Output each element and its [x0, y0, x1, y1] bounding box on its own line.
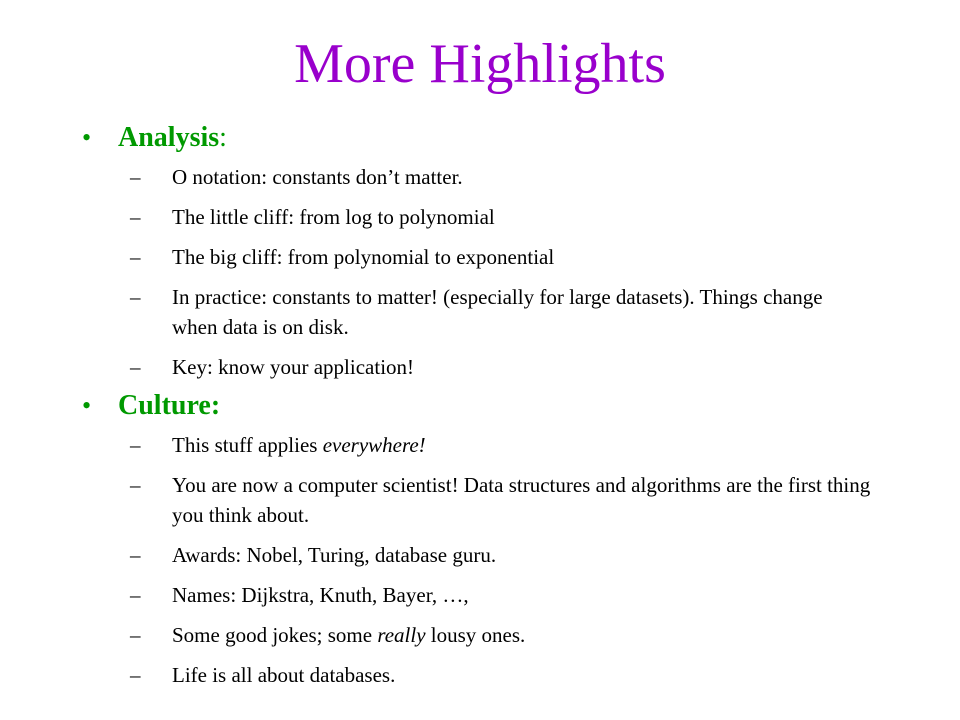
list-item: [82, 202, 902, 232]
sub-list: [82, 430, 902, 690]
list-item: [82, 430, 902, 460]
dash-icon: –: [130, 433, 141, 457]
list-item-text: The little cliff: from log to polynomial: [172, 205, 495, 229]
list-item-text: Life is all about databases.: [172, 663, 396, 687]
section-heading: [118, 120, 227, 156]
list-item: [82, 580, 902, 610]
emphasis-text: really: [377, 623, 426, 647]
slide-title: More Highlights: [294, 33, 666, 95]
list-item: [82, 282, 902, 342]
dash-icon: –: [130, 205, 141, 229]
section-heading-suffix: :: [219, 122, 227, 153]
list-item: [82, 162, 902, 192]
dash-icon: –: [130, 355, 141, 379]
text-run: Some good jokes; some: [172, 623, 378, 647]
dash-icon: –: [130, 623, 141, 647]
list-item: [82, 540, 902, 570]
list-item: [82, 470, 902, 530]
section-heading-row: [82, 120, 902, 156]
list-item-text: You are now a computer scientist! Data structures and algorithms are the first thing you think about.: [172, 473, 871, 527]
list-item: [82, 242, 902, 272]
list-item-text: In practice: constants to matter! (especially for large datasets). Things change when data is on disk.: [172, 285, 823, 339]
dash-icon: –: [130, 245, 141, 269]
text-run: lousy ones.: [425, 623, 526, 647]
list-item-text: Awards: Nobel, Turing, database guru.: [172, 543, 497, 567]
list-item-text: The big cliff: from polynomial to exponential: [172, 245, 555, 269]
section-heading: [118, 388, 220, 424]
text-run: This stuff applies: [172, 433, 323, 457]
section-heading-row: [82, 388, 902, 424]
list-item: [82, 660, 902, 690]
dash-icon: –: [130, 663, 141, 687]
dash-icon: –: [130, 285, 141, 309]
emphasis-text: everywhere!: [322, 433, 426, 457]
list-item: [82, 620, 902, 650]
section-heading-text: Analysis: [118, 122, 220, 153]
list-item-text: [172, 430, 872, 460]
list-item-text: O notation: constants don’t matter.: [172, 165, 463, 189]
sub-list: [82, 162, 902, 382]
dash-icon: –: [130, 583, 141, 607]
list-item-text: Names: Dijkstra, Knuth, Bayer, …,: [172, 583, 469, 607]
list-item-text: [172, 620, 872, 650]
bullet-icon: •: [82, 123, 92, 152]
section-culture: [82, 388, 902, 700]
dash-icon: –: [130, 473, 141, 497]
section-heading-text: Culture:: [118, 390, 221, 421]
list-item-text: Key: know your application!: [172, 355, 415, 379]
dash-icon: –: [130, 543, 141, 567]
section-analysis: [82, 120, 902, 392]
list-item: [82, 352, 902, 382]
bullet-icon: •: [82, 391, 92, 420]
dash-icon: –: [130, 165, 141, 189]
